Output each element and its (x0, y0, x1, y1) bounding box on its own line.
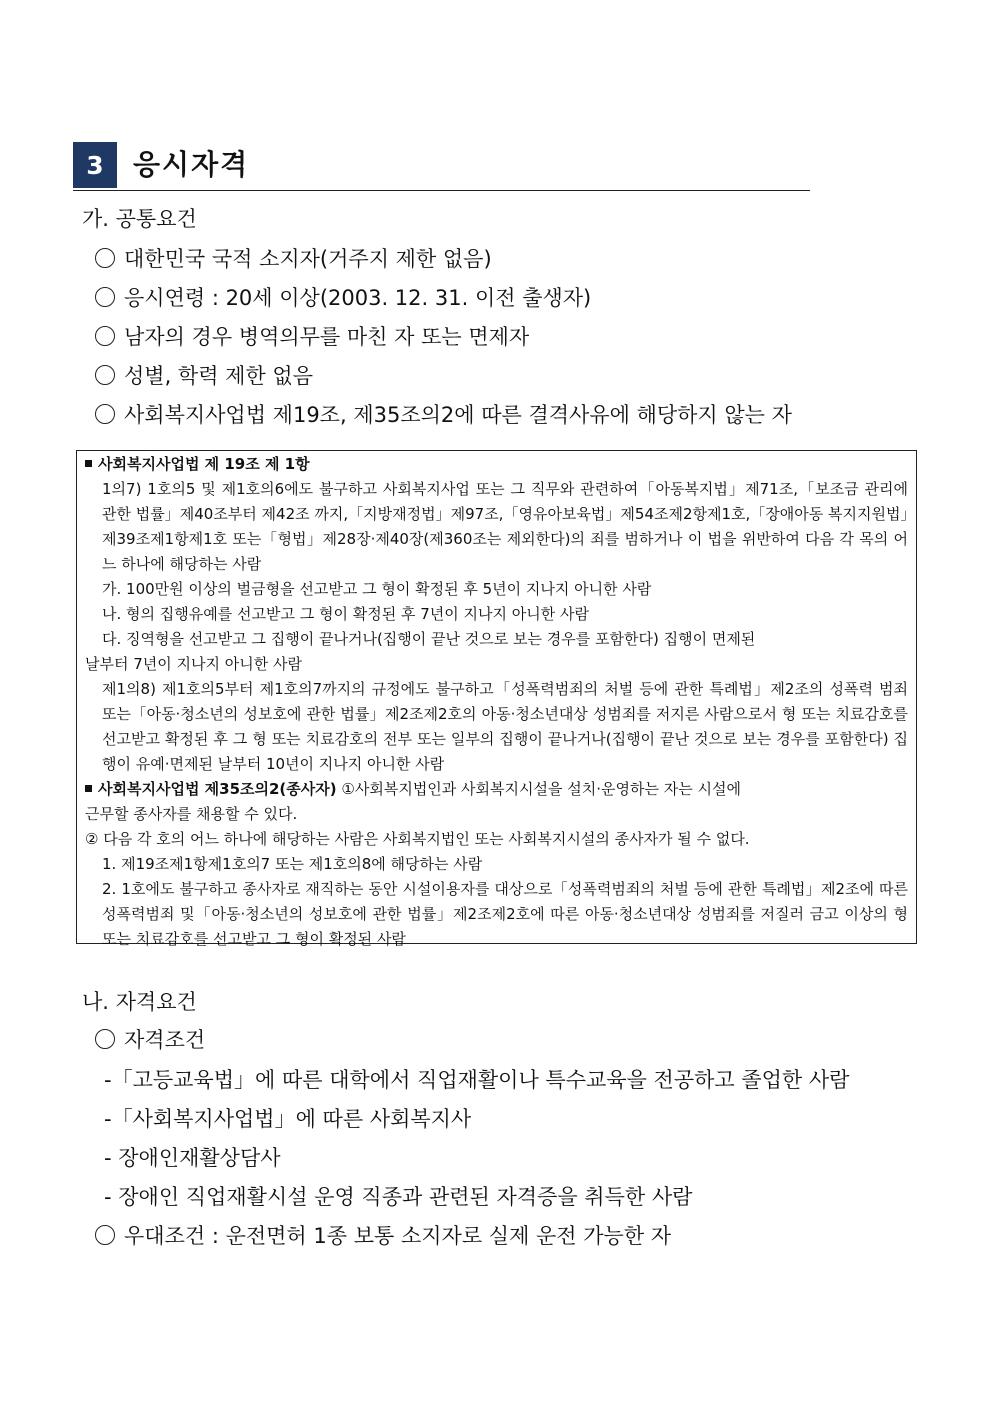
circle-bullet-icon (95, 1225, 115, 1245)
condition-item: -「사회복지사업법」에 따른 사회복지사 (104, 1107, 472, 1131)
square-bullet-icon (85, 460, 92, 467)
qualification-condition: 자격조건 (95, 1026, 205, 1054)
circle-bullet-icon (95, 404, 115, 424)
circle-bullet-icon (95, 365, 115, 385)
common-item: 사회복지사업법 제19조, 제35조의2에 따른 결격사유에 해당하지 않는 자 (95, 401, 792, 429)
law-excerpt-box (76, 450, 917, 948)
law1-item-na: 나. 형의 집행유예를 선고받고 그 형이 확정된 후 7년이 지나지 아니한 사람 (102, 605, 589, 623)
law2-second: ② 다음 각 호의 어느 하나에 해당하는 사람은 사회복지법인 또는 사회복지시설의 종사자가 될 수 없다. (85, 830, 750, 848)
law2-first-cont: 근무할 종사자를 채용할 수 있다. (85, 805, 298, 823)
common-item: 남자의 경우 병역의무를 마친 자 또는 면제자 (95, 323, 529, 351)
circle-bullet-icon (95, 1029, 115, 1049)
section-header (73, 142, 810, 191)
law2-item-2: 2. 1호에도 불구하고 종사자로 재직하는 동안 시설이용자를 대상으로「성폭력범죄의 처벌 등에 관한 특례법」제2조에 따른 성폭력범죄 및「아동·청소년의 성보호에 관한 법률」제2조제2호에 따른 아동·청소년대상 성범죄를 저질러 금고 이상의 형 또는 치료감호를 선고받고 그 형이 확정된 사람 (102, 880, 908, 948)
condition-item: - 장애인재활상담사 (104, 1146, 281, 1170)
circle-bullet-icon (95, 287, 115, 307)
circle-bullet-icon (95, 248, 115, 268)
law1-paragraph-8: 제1의8) 제1호의5부터 제1호의7까지의 규정에도 불구하고「성폭력범죄의 처벌 등에 관한 특례법」제2조의 성폭력 범죄 또는「아동·청소년의 성보호에 관한 법률」제2조제2호의 아동·청소년대상 성범죄를 저지른 사람으로서 형 또는 치료감호를 선고받고 확정된 후 그 형 또는 치료감호의 전부 또는 일부의 집행이 끝나거나(집행이 끝난 것으로 보는 경우를 포함한다) 집행이 유예·면제된 날부터 10년이 지나지 아니한 사람 (102, 680, 908, 773)
common-item: 성별, 학력 제한 없음 (95, 362, 313, 390)
preference-condition: 우대조건 : 운전면허 1종 보통 소지자로 실제 운전 가능한 자 (95, 1222, 671, 1250)
law1-main: 1의7) 1호의5 및 제1호의6에도 불구하고 사회복지사업 또는 그 직무와 관련하여「아동복지법」제71조,「보조금 관리에 관한 법률」제40조부터 제42조 까지,「지방재정법」제97조,「영유아보육법」제54조제2항제1호,「장애아동 복지지원법」제39조제1항제1호 또는「형법」제28장·제40장(제360조는 제외한다)의 죄를 범하거나 이 법을 위반하여 다음 각 목의 어느 하나에 해당하는 사람 (102, 480, 908, 573)
square-bullet-icon (85, 785, 92, 792)
law2-title: 사회복지사업법 제35조의2(종사자) (98, 780, 337, 798)
circle-bullet-icon (95, 326, 115, 346)
law1-item-da: 다. 징역형을 선고받고 그 집행이 끝나거나(집행이 끝난 것으로 보는 경우를 포함한다) 집행이 면제된 (102, 630, 756, 648)
common-requirements-heading: 가. 공통요건 (82, 207, 197, 231)
law2-heading: 사회복지사업법 제35조의2(종사자) ①사회복지법인과 사회복지시설을 설치·운영하는 자는 시설에 (85, 777, 908, 802)
common-item: 대한민국 국적 소지자(거주지 제한 없음) (95, 245, 492, 273)
law1-item-da-cont: 날부터 7년이 지나지 아니한 사람 (85, 655, 302, 673)
section-title: 응시자격 (133, 148, 250, 181)
law1-item-ga: 가. 100만원 이상의 벌금형을 선고받고 그 형이 확정된 후 5년이 지나지 아니한 사람 (102, 580, 652, 598)
law1-title: 사회복지사업법 제 19조 제 1항 (85, 452, 908, 477)
common-item: 응시연령 : 20세 이상(2003. 12. 31. 이전 출생자) (95, 284, 591, 312)
law2-item-1: 1. 제19조제1항제1호의7 또는 제1호의8에 해당하는 사람 (102, 855, 483, 873)
condition-item: -「고등교육법」에 따른 대학에서 직업재활이나 특수교육을 전공하고 졸업한 사람 (104, 1068, 850, 1092)
qualification-heading: 나. 자격요건 (82, 990, 197, 1014)
section-number: 3 (73, 142, 117, 188)
condition-item: - 장애인 직업재활시설 운영 직종과 관련된 자격증을 취득한 사람 (104, 1185, 693, 1209)
